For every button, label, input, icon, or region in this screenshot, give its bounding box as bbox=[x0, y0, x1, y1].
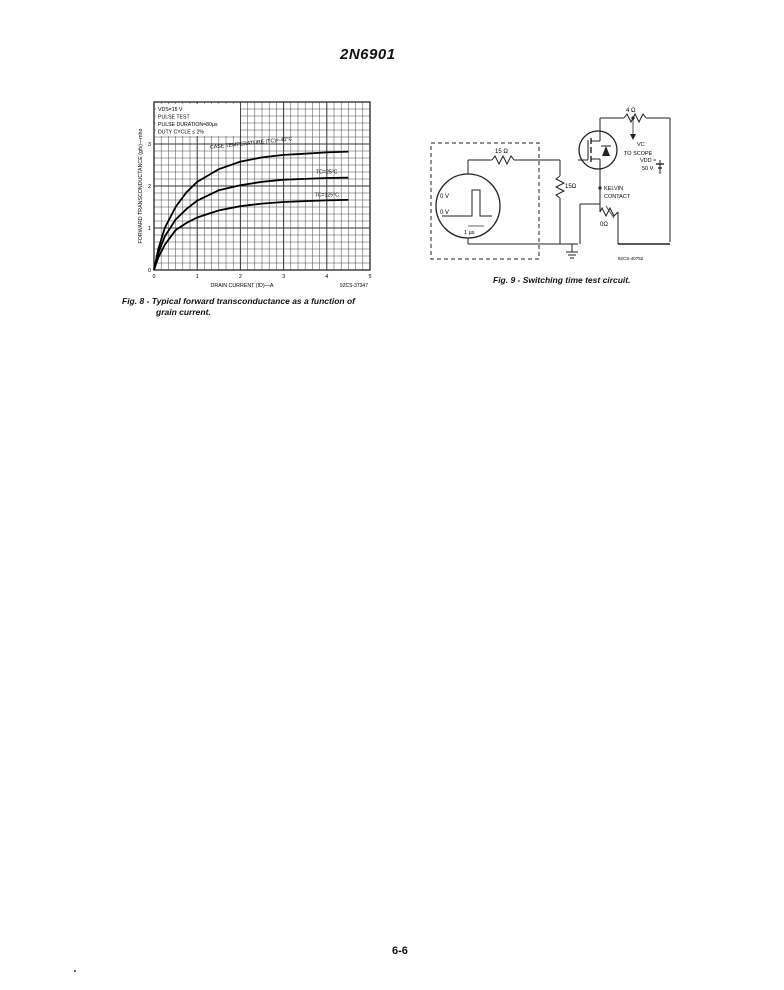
page-number: 6-6 bbox=[392, 945, 408, 957]
fig9-code: 92CS-40752 bbox=[618, 256, 644, 261]
curve-label: TC=125°C bbox=[314, 192, 340, 199]
shunt-resistor bbox=[556, 176, 564, 198]
vdd-value: 50 V bbox=[642, 166, 654, 172]
vc-label: VC bbox=[637, 142, 645, 148]
pulse-width-label: 1 µs bbox=[464, 230, 475, 236]
fig8-caption-line1: Fig. 8 - Typical forward transconductance as a function of bbox=[122, 296, 355, 306]
fig9-circuit bbox=[428, 102, 678, 274]
chart-code: 92CS-37347 bbox=[339, 283, 368, 289]
y-tick-label: 1 bbox=[147, 226, 151, 232]
x-tick-label: 2 bbox=[238, 274, 242, 280]
condition-label: VDS=15 V bbox=[158, 107, 183, 113]
y-tick-label: 0 bbox=[147, 268, 151, 274]
x-tick-label: 5 bbox=[368, 274, 372, 280]
kelvin-label-2: CONTACT bbox=[604, 194, 631, 200]
pulse-generator-circle bbox=[436, 174, 500, 238]
shunt-resistor-label: 15Ω bbox=[565, 184, 577, 190]
fig8-caption-line2: grain current. bbox=[156, 307, 211, 317]
drain-resistor-label: 4 Ω bbox=[626, 108, 636, 114]
fig8-chart bbox=[128, 98, 378, 322]
page-title: 2N6901 bbox=[340, 46, 396, 63]
mosfet-symbol bbox=[579, 131, 617, 169]
gate-resistor-label: 15 Ω bbox=[495, 149, 508, 155]
fig8-caption bbox=[122, 296, 392, 318]
kelvin-label-1: KELVIN bbox=[604, 186, 624, 192]
curve-label: TC=25°C bbox=[316, 169, 338, 176]
drain-resistor bbox=[624, 114, 646, 122]
scope-probe-arrow bbox=[630, 134, 636, 140]
pulse-lo-label: 0 V bbox=[440, 210, 450, 216]
body-diode-icon bbox=[602, 146, 610, 156]
y-tick-label: 2 bbox=[147, 184, 151, 190]
fig9-circuit-svg bbox=[428, 102, 678, 274]
condition-label: PULSE TEST bbox=[158, 114, 190, 121]
x-axis-label: DRAIN CURRENT (ID)—A bbox=[210, 283, 274, 289]
x-tick-label: 1 bbox=[195, 274, 199, 280]
pulse-waveform bbox=[442, 190, 492, 216]
condition-label: DUTY CYCLE ≤ 2% bbox=[158, 129, 204, 136]
x-tick-label: 0 bbox=[152, 274, 156, 280]
scope-label: TO SCOPE bbox=[624, 151, 653, 157]
corner-mark bbox=[74, 970, 76, 972]
condition-label: PULSE DURATION=80µs bbox=[158, 122, 218, 128]
curve-label: CASE TEMPERATURE (TC)=-40°C bbox=[209, 136, 293, 151]
fig8-chart-svg bbox=[128, 98, 378, 322]
y-tick-label: 3 bbox=[147, 142, 151, 148]
source-resistor-label: 0Ω bbox=[600, 222, 608, 228]
pulse-hi-label: 0 V bbox=[440, 194, 450, 200]
x-tick-label: 3 bbox=[282, 274, 286, 280]
y-axis-label: FORWARD TRANSCONDUCTANCE (gfs)—mho bbox=[138, 128, 144, 244]
gate-resistor bbox=[492, 156, 514, 164]
source-resistor bbox=[600, 208, 618, 216]
fig9-caption: Fig. 9 - Switching time test circuit. bbox=[493, 275, 631, 285]
vdd-label: VDD ≈ bbox=[640, 158, 657, 164]
x-tick-label: 4 bbox=[325, 274, 329, 280]
